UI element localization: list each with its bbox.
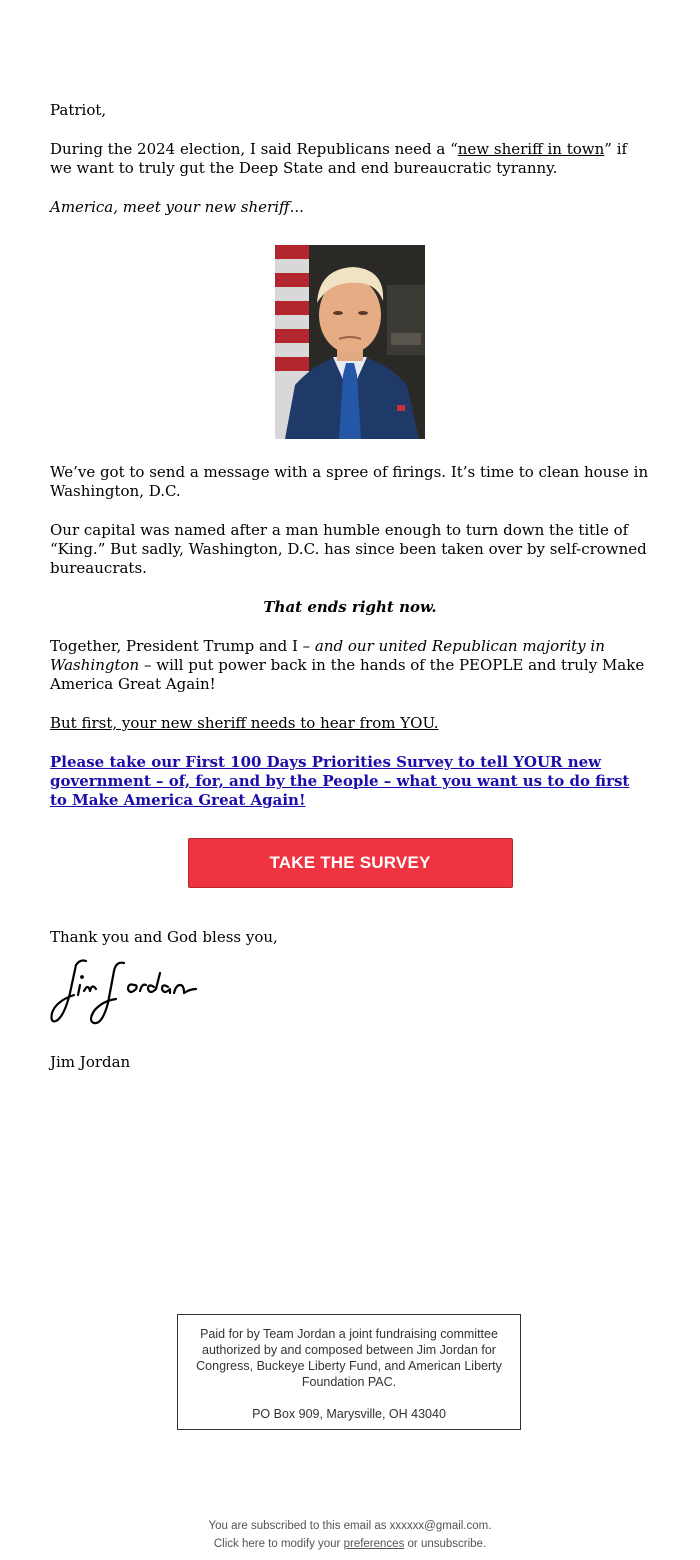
subscription-line: You are subscribed to this email as xxxxxx@gmail.com. (208, 1520, 492, 1532)
paragraph-election (50, 140, 650, 178)
email-body (50, 101, 650, 1092)
preferences-before: Click here to modify your (213, 1538, 344, 1550)
new-sheriff-link[interactable]: new sheriff in town (457, 140, 605, 158)
disclaimer-address: PO Box 909, Marysville, OH 43040 (252, 1407, 446, 1421)
intro-italic: America, meet your new sheriff... (50, 198, 304, 216)
paragraph-election-after: ” if we want to truly gut the Deep State and end bureaucratic tyranny. (50, 140, 628, 177)
signature-name: Jim Jordan (50, 1053, 131, 1071)
portrait-photo (275, 245, 425, 439)
photo-container (50, 245, 650, 439)
disclaimer-box (177, 1314, 521, 1430)
paragraph-together-before: Together, President Trump and I – (50, 637, 315, 655)
survey-link[interactable]: Please take our First 100 Days Priorities Survey to tell YOUR new government – of, for, and by the People – what you want us to do first to Make America Great Again! (50, 753, 630, 809)
preferences-line (0, 1535, 700, 1553)
closing-line: Thank you and God bless you, (50, 928, 278, 946)
disclaimer-text: Paid for by Team Jordan a joint fundraising committee authorized by and composed between Jim Jordan for Congress, Buckeye Liberty Fund, and American Liberty Foundation PAC. (196, 1327, 502, 1389)
paragraph-election-before: During the 2024 election, I said Republicans need a “ (50, 140, 458, 158)
preferences-after: or unsubscribe. (404, 1538, 487, 1550)
signature-container (50, 955, 650, 1029)
paragraph-firings: We’ve got to send a message with a spree of firings. It’s time to clean house in Washington, D.C. (50, 463, 649, 500)
greeting: Patriot, (50, 101, 107, 119)
cta-container (50, 838, 650, 888)
signature-icon (50, 955, 210, 1029)
paragraph-hear-from-you: But first, your new sheriff needs to hear from YOU. (50, 714, 439, 732)
paragraph-capital: Our capital was named after a man humble enough to turn down the title of “King.” But sadly, Washington, D.C. has since been taken over by self-crowned bureaucrats. (50, 521, 647, 577)
subscription-footer (0, 1517, 700, 1553)
paragraph-together-after: – will put power back in the hands of the PEOPLE and truly Make America Great Again! (50, 656, 645, 693)
take-survey-button[interactable]: TAKE THE SURVEY (188, 838, 513, 888)
paragraph-together-italic: and our united Republican majority in Washington (50, 637, 605, 674)
paragraph-together (50, 637, 650, 694)
preferences-link[interactable]: preferences (343, 1538, 405, 1550)
emphasis-line: That ends right now. (263, 598, 437, 616)
portrait-illustration (275, 245, 425, 439)
